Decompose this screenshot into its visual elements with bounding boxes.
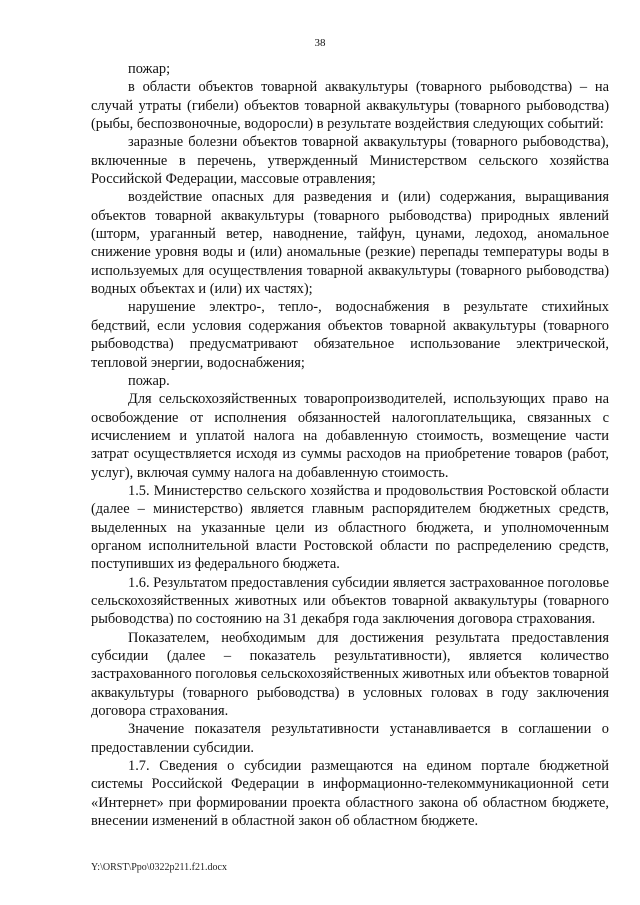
document-body xyxy=(91,60,609,830)
paragraph: 1.6. Результатом предоставления субсидии является застрахованное поголовье сельскохозяйственных животных или объектов товарной аквакультуры (товарного рыбоводства) по состоянию на 31 декабря года заключения договора страхования. xyxy=(91,574,609,628)
paragraph: 1.7. Сведения о субсидии размещаются на едином портале бюджетной системы Российской Федерации в информационно-телекоммуникационной сети «Интернет» при формировании проекта областного закона об областном бюджете, внесении изменений в областной закон об областном бюджете. xyxy=(91,758,609,830)
paragraph: пожар. xyxy=(128,372,170,389)
paragraph: Для сельскохозяйственных товаропроизводителей, использующих право на освобождение от исполнения обязанностей налогоплательщика, связанных с исчислением и уплатой налога на добавленную стоимость, возмещение части затрат осуществляется исходя из суммы расходов на приобретение товаров (работ, услуг), включая сумму налога на добавленную стоимость. xyxy=(91,391,609,481)
page-number: 38 xyxy=(314,37,326,49)
paragraph: Значение показателя результативности устанавливается в соглашении о предоставлении субсидии. xyxy=(91,721,609,756)
paragraph: пожар; xyxy=(128,61,171,77)
paragraph: в области объектов товарной аквакультуры (товарного рыбоводства) – на случай утраты (гибели) объектов товарной аквакультуры (товарного рыбоводства) (рыбы, беспозвоночные, водоросли) в результате воздействия следующих событий: xyxy=(91,79,609,133)
paragraph: Показателем, необходимым для достижения результата предоставления субсидии (далее – показатель результативности), является количество застрахованного поголовья сельскохозяйственных животных или объектов товарной аквакультуры (товарного рыбоводства) в условных головах в году заключения договора страхования. xyxy=(91,629,609,720)
paragraph: воздействие опасных для разведения и (или) содержания, выращивания объектов товарной аквакультуры (товарного рыбоводства) природных явлений (шторм, ураганный ветер, наводнение, тайфун, цунами, ледоход, аномальное снижение уровня воды и (или) аномальные (резкие) перепады температуры воды в используемых для осуществления товарной аквакультуры (товарного рыбоводства) водных объектах и (или) их частях); xyxy=(91,189,609,298)
paragraph: нарушение электро-, тепло-, водоснабжения в результате стихийных бедствий, если условия содержания объектов товарной аквакультуры (товарного рыбоводства) предусматривают обязательное использование электрической, тепловой энергии, водоснабжения; xyxy=(91,299,609,371)
paragraph: 1.5. Министерство сельского хозяйства и продовольствия Ростовской области (далее – министерство) является главным распорядителем бюджетных средств, выделенных на указанные цели из областного бюджета, и уполномоченным органом исполнительной власти Ростовской области по распределению средств, поступивших из федерального бюджета. xyxy=(91,482,609,573)
footer-file-path: Y:\ORST\Ppo\0322p211.f21.docx xyxy=(91,862,227,873)
paragraph: заразные болезни объектов товарной аквакультуры (товарного рыбоводства), включенные в перечень, утвержденный Министерством сельского хозяйства Российской Федерации, массовые отравления; xyxy=(91,134,609,188)
